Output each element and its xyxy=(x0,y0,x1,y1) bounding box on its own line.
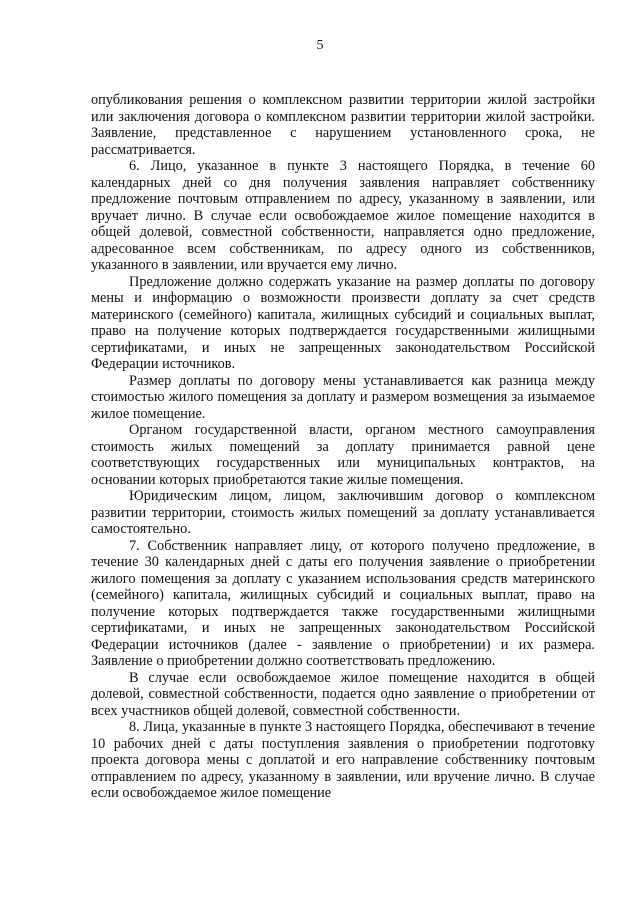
paragraph: Размер доплаты по договору мены устанавливается как разница между стоимостью жилого помещения за доплату и размером возмещения за изымаемое жилое помещение. xyxy=(91,372,595,422)
paragraph: Юридическим лицом, лицом, заключившим договор о комплексном развитии территории, стоимость жилых помещений за доплату устанавливается самостоятельно. xyxy=(91,488,595,537)
paragraph: Органом государственной власти, органом местного самоуправления стоимость жилых помещений за доплату принимается равной цене соответствующих государственных или муниципальных контрактов, на основании которых приобретаются такие жилые помещения. xyxy=(91,422,595,488)
paragraph: 7. Собственник направляет лицу, от которого получено предложение, в течение 30 календарных дней с даты его получения заявление о приобретении жилого помещения за доплату с указанием использования средств материнского (семейного) капитала, жилищных субсидий и социальных выплат, право на получение которых подтверждается также государственными жилищными сертификатами, и иных не запрещенных законодательством Российской Федерации источников (далее - заявление о приобретении) и их размера. Заявление о приобретении должно соответствовать предложению. xyxy=(91,537,595,669)
page-number: 5 xyxy=(316,38,324,53)
paragraph: 8. Лица, указанные в пункте 3 настоящего Порядка, обеспечивают в течение 10 рабочих дней с даты поступления заявления о приобретении подготовку проекта договора мены с доплатой и его направление собственнику почтовым отправлением по адресу, указанному в заявлении, или вручение лично. В случае если освобождаемое жилое помещение xyxy=(91,719,595,801)
paragraph: 6. Лицо, указанное в пункте 3 настоящего Порядка, в течение 60 календарных дней со дня получения заявления направляет собственнику предложение почтовым отправлением по адресу, указанному в заявлении, или вручает лично. В случае если освобождаемое жилое помещение находится в общей долевой, совместной собственности, направляется одно предложение, адресованное всем собственникам, по адресу одного из собственников, указанного в заявлении, или вручается ему лично. xyxy=(91,158,595,273)
paragraph: опубликования решения о комплексном развитии территории жилой застройки или заключения договора о комплексном развитии территории жилой застройки. Заявление, представленное с нарушением установленного срока, не рассматривается. xyxy=(91,92,595,158)
document-body xyxy=(91,92,595,802)
paragraph: В случае если освобождаемое жилое помещение находится в общей долевой, совместной собственности, подается одно заявление о приобретении от всех участников общей долевой, совместной собственности. xyxy=(91,669,595,719)
paragraph: Предложение должно содержать указание на размер доплаты по договору мены и информацию о возможности произвести доплату за счет средств материнского (семейного) капитала, жилищных субсидий и социальных выплат, право на получение которых подтверждается государственными жилищными сертификатами, и иных не запрещенных законодательством Российской Федерации источников. xyxy=(91,273,595,372)
